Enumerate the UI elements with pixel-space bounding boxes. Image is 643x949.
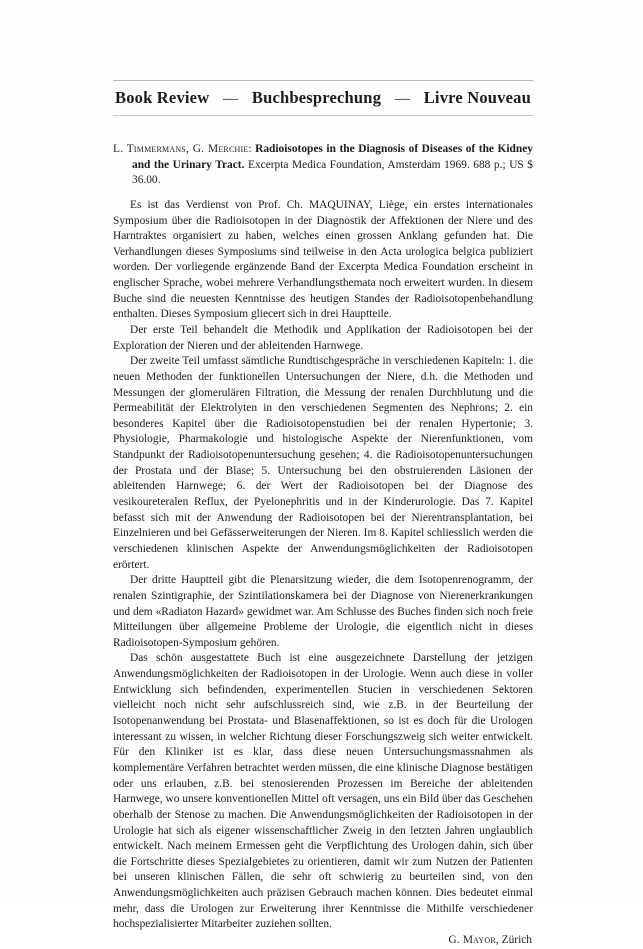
header-title-french: Livre Nouveau <box>423 88 531 107</box>
book-citation <box>113 142 533 189</box>
header-title-english: Book Review <box>115 88 210 107</box>
body-paragraph: Der dritte Hauptteil gibt die Plenarsitzung wieder, die dem Isotopenrenogramm, der renalen Szintigraphie, der Szintilationskamera bei der Diagnose von Nierenerkrankungen und dem «Radiaton Hazard» gewidmet war. Am Schlusse des Buches finden sich noch freie Mitteilungen über allgemeine Probleme der Urologie, die eigentlich nicht in dieses Radioisotopen-Symposium gehören. <box>113 574 533 649</box>
section-header <box>113 80 533 116</box>
header-separator-1: — <box>223 91 239 107</box>
citation-authors: L. Timmermans, G. Merchie <box>113 143 249 155</box>
page-content <box>113 80 533 949</box>
body-paragraph: Es ist das Verdienst von Prof. Ch. MAQUINAY, Liège, ein erstes internationales Symposium über die Radioisotopen in der Diagnostik der Affektionen der Niere und des Harntraktes organisiert zu haben, welches einen grossen Anklang gefunden hat. Die Verhandlungen dieses Symposiums sind teilweise in den Acta urologica belgica publiziert worden. Der vorliegende ergänzende Band der Excerpta Medica Foundation erscheint in englischer Sprache, wobei mehrere Verhandlungsthemata noch erweitert wurden. In diesem Buche sind die neuesten Kenntnisse des heutigen Standes der Radioisotopenbehandlung enthalten. Dieses Symposium gliecert sich in drei Hauptteile. <box>113 198 533 321</box>
body-paragraph: Das schön ausgestattete Buch ist eine ausgezeichnete Darstellung der jetzigen Anwendungsmöglichkeiten der Radioisotopen in der Urologie. Wenn auch diese in voller Entwicklung sich befindenden, experimentellen Stucien in verschiedenen Sektoren vielleicht noch nicht sehr aufschlussreich sind, wie z.B. in der Beurteilung der Isotopenanwendung bei Prostata- und Blasenaffektionen, so ist es doch für die Urologen interessant zu wissen, in welcher Richtung dieser Forschungszweig sich weiter entwickelt. Für den Kliniker ist es klar, dass diese neuen Untersuchungsmassnahmen als komplementäre Verfahren betrachtet werden müssen, die eine klinische Diagnose bestätigen oder uns erlauben, z.B. bei stenosierenden Prozessen im Bereiche der ableitenden Harnwege, wo unsere konventionellen Mittel oft versagen, uns ein Bild über das Geschehen oberhalb der Stenose zu machen. Die Anwendungsmöglichkeiten der Radioisotopen in der Urologie hat sich als eigener wissenschaftlicher Zweig in den letzten Jahren unglaublich entwickelt. Nach meinem Ermessen geht die Verpflichtung des Urologen dahin, sich über die Fortschritte dieses Spezialgebietes zu orientieren, damit wir zum Nutzen der Patienten bei unseren klinischen Fällen, die sehr oft schwierig zu beurteilen sind, von den Anwendungsmöglichkeiten auch präzisen Gebrauch machen können. Dies bedeutet einmal mehr, dass die Urologen zur Erweiterung ihrer Kenntnisse die Mithilfe verschiedener hochspezialisierter Mitarbeiter zuziehen sollten. <box>113 652 533 931</box>
reviewer-signature <box>113 933 533 949</box>
header-title-german: Buchbesprechung <box>251 88 382 107</box>
header-titles <box>113 81 533 115</box>
body-paragraph: Der zweite Teil umfasst sämtliche Rundtischgespräche in verschiedenen Kapiteln: 1. die neuen Methoden der funktionellen Untersuchungen der Niere, d.h. die Methoden und Messungen der glomerulären Filtration, die Messung der renalen Durchblutung und die Permeabilität der Elektrolyten in den verschiedenen Segmenten des Nephrons; 2. ein besonderes Kapitel über die Radioisotopenstudien bei der renalen Hypertonie; 3. Physiologie, Pharmakologie und histologische Aspekte der Nierenfunktionen, vom Standpunkt der Radioisotopenuntersuchung gesehen; 4. die Radioisotopenuntersuchungen der Prostata und der Blase; 5. Untersuchung bei den obstruierenden Läsionen der ableitenden Harnwege; 6. der Wert der Radioisotopen bei der Diagnose des vesikoureteralen Reflux, der Pyelonephritis und in der Kinderurologie. Das 7. Kapitel befasst sich mit der Anwendung der Radioisotopen bei der Nierentransplantation, bei Einzelnieren und bei Gefässerweiterungen der Nieren. Im 8. Kapitel schliesslich werden die verschiedenen klinischen Aspekte der Anwendungsmöglichkeiten der Radioisotopen erörtert. <box>113 355 533 571</box>
header-rule-bottom <box>113 115 533 116</box>
citation-colon: : <box>248 143 252 155</box>
citation-price: US $ 36.00. <box>132 158 533 187</box>
citation-title-line2: and the Urinary Tract. <box>132 158 245 171</box>
signature-comma: , <box>495 933 502 946</box>
reviewer-name: G. Mayor <box>448 933 496 946</box>
citation-title-line1: Radioisotopes in the Diagnosis of Diseases of the Kidney <box>255 143 533 155</box>
body-paragraph: Der erste Teil behandelt die Methodik und Applikation der Radioisotopen bei der Exploration der Nieren und der ableitenden Harnwege. <box>113 324 533 352</box>
citation-text <box>113 142 533 189</box>
citation-publication: Excerpta Medica Foundation, Amsterdam 1969. 688 p.; <box>248 158 506 171</box>
reviewer-city: Zürich <box>501 933 532 946</box>
header-separator-2: — <box>394 91 411 107</box>
